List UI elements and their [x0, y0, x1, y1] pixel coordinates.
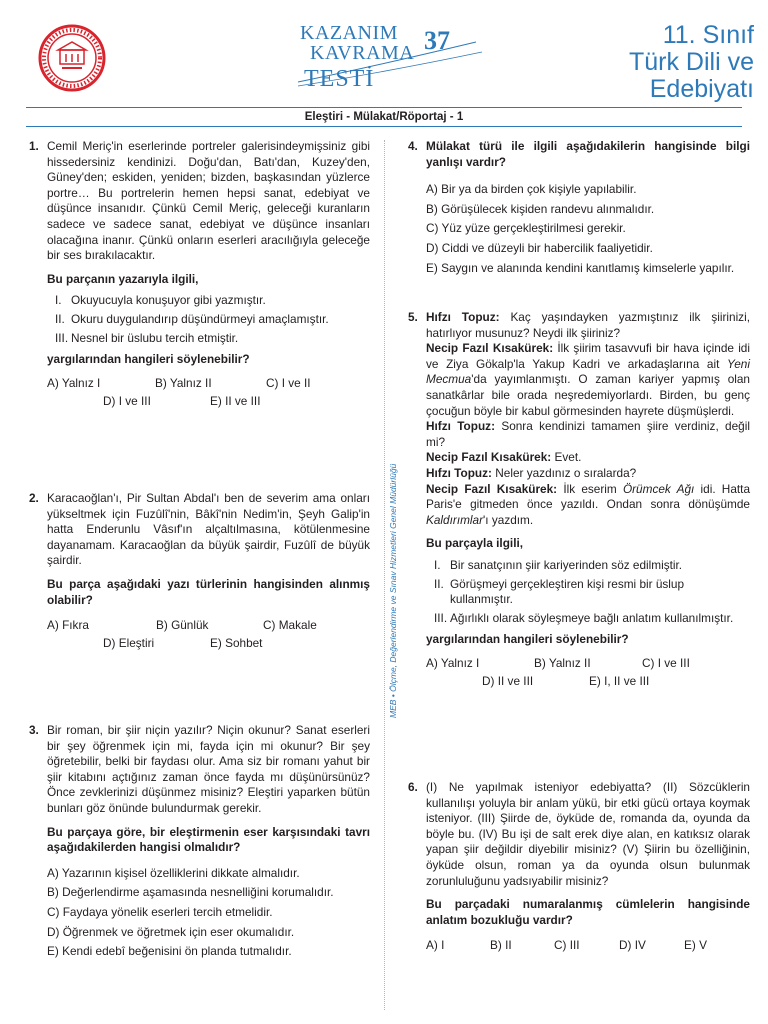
question-stem-2: yargılarından hangileri söylenebilir? — [426, 632, 629, 647]
statement-list — [426, 558, 750, 626]
statement-item: I. Bir sanatçının şiir kariyerinden söz edilmiştir. — [434, 557, 683, 572]
option-b[interactable]: B) Yalnız II — [534, 655, 591, 670]
option-list — [426, 182, 750, 276]
speaker-name: Necip Fazıl Kısakürek: — [426, 450, 552, 465]
question-stem: Bu parçanın yazarıyla ilgili, — [47, 271, 199, 286]
option-a[interactable]: A) Yalnız I — [426, 655, 480, 670]
speaker-name: Necip Fazıl Kısakürek: — [426, 481, 558, 496]
option-c[interactable]: C) III — [554, 938, 580, 953]
question-text: Bir roman, bir şiir niçin yazılır? Niçin okunur? Sanat eserleri bir şey öğrenmek için mi, fayda için mi okunur? Bir şey öğretebilir, belki bir faydası olur. Ama siz bir romanı yahut bir şiir kitabını açtığınız zaman önce fayda mı düşünürsünüz? Önce zevklerinizi düşünmez misiniz? Eleştiri yaparken bütün bunları göz önünde bulundurmak gerekir. — [47, 723, 370, 815]
option-e[interactable]: E) Saygın ve alanında kendini kanıtlamış kimselerle yapılır. — [426, 260, 735, 275]
dialog-line: Necip Fazıl Kısakürek: İlk şiirim tasavvufi bir hava içinde idi ve Ziya Gökalp'la Yakup Kadri ve arkadaşlarına ait Yeni Mecmua'da yayımlanmıştı. O zaman kariyer yapmış olan sanatkârlar bile orada neşredemiyorlardı. Birden, bu genç çocuğun böyle bir kabul görmesinden hayrete düşmüşlerdi. — [426, 341, 750, 418]
option-e[interactable]: E) Kendi edebî beğenisini ön planda tutmalıdır. — [47, 944, 292, 959]
question-number: 5. — [408, 310, 418, 324]
brand-line-3: TESTİ — [304, 66, 375, 92]
option-d[interactable]: D) I ve III — [103, 393, 151, 408]
question-stem: Bu parçadaki numaralanmış cümlelerin hangisinde anlatım bozukluğu vardır? — [426, 897, 750, 927]
question-number: 4. — [408, 139, 418, 153]
statement-list — [47, 293, 370, 346]
statement-item: III. Nesnel bir üslubu tercih etmiştir. — [55, 330, 239, 345]
question-number: 6. — [408, 780, 418, 794]
option-e[interactable]: E) I, II ve III — [589, 673, 650, 688]
option-e[interactable]: E) V — [684, 938, 707, 953]
ministry-seal-icon — [38, 24, 106, 92]
section-title: Eleştiri - Mülakat/Röportaj - 1 — [304, 111, 464, 123]
question-number: 1. — [29, 139, 39, 153]
dialog-line: Hıfzı Topuz: Neler yazdınız o sıralarda? — [426, 465, 637, 480]
option-b[interactable]: B) II — [490, 938, 512, 953]
option-d[interactable]: D) II ve III — [482, 673, 534, 688]
grade-title — [629, 22, 754, 103]
dialog-line: Hıfzı Topuz: Kaç yaşındayken yazmıştınız ilk şiirinizi, hatırlıyor musunuz? Neydi ilk şiiriniz? — [426, 310, 750, 340]
brand-line-1: KAZANIM — [300, 22, 398, 44]
option-c[interactable]: C) I ve III — [642, 655, 690, 670]
option-a[interactable]: A) Yalnız I — [47, 375, 101, 390]
speaker-name: Hıfzı Topuz: — [426, 419, 495, 434]
speaker-name: Hıfzı Topuz: — [426, 310, 500, 324]
option-b[interactable]: B) Yalnız II — [155, 375, 212, 390]
question-number: 2. — [29, 491, 39, 505]
question-text: Cemil Meriç'in eserlerinde portreler galerisindeymişsiniz gibi hissedersiniz kendinizi. Doğu'dan, Batı'dan, Kuzey'den, Güney'den; eskiden, yeniden; bizden, başkasından yüzlerce portre… Bu portrelerin hemen hepsi sanat, edebiyat ve düşünce insanıdır. Çünkü Cemil Meriç, geleceği kuranların sadece ve sadece sanat, edebiyat ve düşünce insanları olacağına inanır. Çünkü onların eserleri aracılığıyla geleceğe bir ses bırakılacaktır. — [47, 139, 370, 263]
grade-line-3: Edebiyatı — [649, 75, 754, 103]
option-d[interactable]: D) IV — [619, 938, 646, 953]
question-stem: Bu parça aşağıdaki yazı türlerinin hangisinden alınmış olabilir? — [47, 576, 370, 607]
option-list — [47, 866, 370, 960]
question-1 — [29, 139, 370, 412]
grade-line-2: Türk Dili ve — [628, 48, 754, 76]
question-3 — [29, 723, 370, 964]
statement-item: III. Ağırlıklı olarak söyleşmeye bağlı anlatım kullanılmıştır. — [434, 610, 734, 625]
test-number: 37 — [424, 26, 450, 55]
option-d[interactable]: D) Öğrenmek ve öğretmek için eser okumalıdır. — [47, 924, 295, 939]
test-logo — [296, 22, 486, 94]
grade-line-1: 11. Sınıf — [662, 21, 754, 49]
option-e[interactable]: E) Sohbet — [210, 636, 263, 651]
speaker-name: Hıfzı Topuz: — [426, 465, 492, 480]
option-d[interactable]: D) Ciddi ve düzeyli bir habercilik faaliyetidir. — [426, 240, 653, 255]
header-rule-top — [26, 107, 742, 108]
option-c[interactable]: C) Yüz yüze gerçekleştirilmesi gerekir. — [426, 221, 626, 236]
question-stem: Mülakat türü ile ilgili aşağıdakilerin hangisinde bilgi yanlışı vardır? — [426, 139, 750, 169]
question-stem: Bu parçayla ilgili, — [426, 536, 524, 551]
question-text: Karacaoğlan'ı, Pir Sultan Abdal'ı ben de severim ama onları yükseltmek için Fuzûlî'nin, Bâkî'nin Nedim'in, Şeyh Galip'in hatta Enderunlu Vâsıf'ın alçaltılmasına, kötülenmesine dayanamam. Karacaoğlan da büyük şairdir, Fuzûlî de büyük şairdir. — [47, 491, 370, 568]
statement-item: II. Görüşmeyi gerçekleştiren kişi resmi bir üslup kullanmıştır. — [434, 576, 685, 607]
option-c[interactable]: C) I ve II — [266, 375, 311, 390]
question-text: (I) Ne yapılmak isteniyor edebiyatta? (II) Sözcüklerin kullanılışı yoluyla bir anlam yükü, bir etki gücü ortaya koymak isteniyor. (III) Şiirde de, öyküde de, romanda da, oyunda da böyle bu. (IV) Bu işi de salt erek diye alan, en katıksız olarak yapan şiir değildir diyebilir misiniz? (V) Şiirin bu özelliğinin, öyküde olsun, roman ya da oyunda olsun bulunmak zorunluluğunu yadsıyabilir misiniz? — [426, 780, 750, 888]
speaker-name: Necip Fazıl Kısakürek: — [426, 341, 554, 356]
interview-dialog — [426, 310, 750, 528]
question-4 — [408, 139, 750, 280]
option-a[interactable]: A) Bir ya da birden çok kişiyle yapılabilir. — [426, 182, 637, 197]
question-2 — [29, 491, 370, 654]
question-5 — [408, 310, 750, 692]
question-6 — [408, 780, 750, 956]
question-stem-2: yargılarından hangileri söylenebilir? — [47, 352, 250, 367]
statement-item: I. Okuyucuyla konuşuyor gibi yazmıştır. — [55, 293, 266, 308]
option-c[interactable]: C) Faydaya yönelik eserleri tercih etmelidir. — [47, 904, 273, 919]
option-b[interactable]: B) Günlük — [156, 618, 209, 633]
statement-item: II. Okuru duygulandırıp düşündürmeyi amaçlamıştır. — [55, 311, 329, 326]
header-rule-bottom — [26, 126, 742, 127]
dialog-line: Necip Fazıl Kısakürek: Evet. — [426, 450, 582, 465]
column-divider — [384, 140, 385, 1010]
option-e[interactable]: E) II ve III — [210, 393, 261, 408]
question-number: 3. — [29, 723, 39, 737]
question-stem: Bu parçaya göre, bir eleştirmenin eser karşısındaki tavrı aşağıdakilerden hangisi olmalıdır? — [47, 824, 370, 855]
option-b[interactable]: B) Değerlendirme aşamasında nesnelliğini korumalıdır. — [47, 885, 334, 900]
option-d[interactable]: D) Eleştiri — [103, 636, 155, 651]
dialog-line: Hıfzı Topuz: Sonra kendinizi tamamen şiire verdiniz, değil mi? — [426, 419, 750, 449]
option-a[interactable]: A) Yazarının kişisel özelliklerini dikkate almalıdır. — [47, 865, 300, 880]
option-b[interactable]: B) Görüşülecek kişiden randevu alınmalıdır. — [426, 201, 655, 216]
option-c[interactable]: C) Makale — [263, 618, 317, 633]
option-a[interactable]: A) I — [426, 938, 445, 953]
dialog-line: Necip Fazıl Kısakürek: İlk eserim Örümcek Ağı idi. Hatta Paris'e gitmeden önce yazıldı. Ondan sonra dönüşümde Kaldırımlar'ı yazdım. — [426, 481, 750, 527]
publisher-vertical-text: MEB • Ölçme, Değerlendirme ve Sınav Hizmetleri Genel Müdürlüğü — [388, 463, 398, 718]
brand-line-2: KAVRAMA — [310, 42, 415, 64]
option-a[interactable]: A) Fıkra — [47, 618, 89, 633]
